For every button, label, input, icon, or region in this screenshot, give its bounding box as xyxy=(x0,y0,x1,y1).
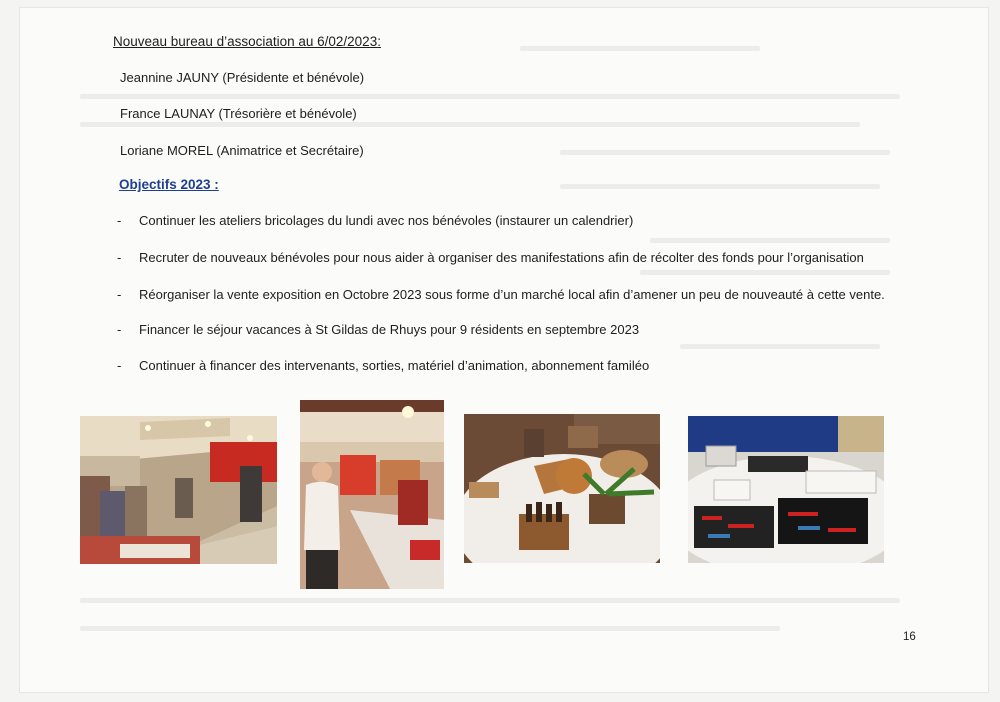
objective-item xyxy=(117,358,649,373)
member-secretary: Loriane MOREL (Animatrice et Secrétaire) xyxy=(120,143,364,158)
objective-item xyxy=(117,322,639,337)
objectives-title: Objectifs 2023 : xyxy=(119,177,219,192)
page-number: 16 xyxy=(903,631,916,643)
objective-text: Financer le séjour vacances à St Gildas de Rhuys pour 9 résidents en septembre 2023 xyxy=(139,322,640,337)
objective-text: Recruter de nouveaux bénévoles pour nous aider à organiser des manifestations afin de récolter des fonds pour l’organisation xyxy=(139,250,864,265)
objective-item xyxy=(117,287,885,302)
photo-jewelry-table xyxy=(688,416,884,563)
objective-text: Continuer à financer des intervenants, sorties, matériel d’animation, abonnement familéo xyxy=(139,358,650,373)
objective-text: Continuer les ateliers bricolages du lundi avec nos bénévoles (instaurer un calendrier) xyxy=(139,213,634,228)
member-treasurer: France LAUNAY (Trésorière et bénévole) xyxy=(120,106,357,121)
bullet-dash: - xyxy=(117,213,122,228)
photo-market-stand xyxy=(300,400,444,589)
bullet-dash: - xyxy=(117,322,122,337)
objective-item xyxy=(117,250,864,265)
objective-item xyxy=(117,213,633,228)
member-president: Jeannine JAUNY (Présidente et bénévole) xyxy=(120,70,365,85)
bullet-dash: - xyxy=(117,358,122,373)
board-heading: Nouveau bureau d’association au 6/02/2023: xyxy=(113,34,381,49)
bullet-dash: - xyxy=(117,250,122,265)
bullet-dash: - xyxy=(117,287,122,302)
photo-sale-hall xyxy=(80,416,277,564)
photo-wooden-crafts xyxy=(464,414,660,563)
objective-text: Réorganiser la vente exposition en Octobre 2023 sous forme d’un marché local afin d’amener un peu de nouveauté à cette vente. xyxy=(139,287,885,302)
